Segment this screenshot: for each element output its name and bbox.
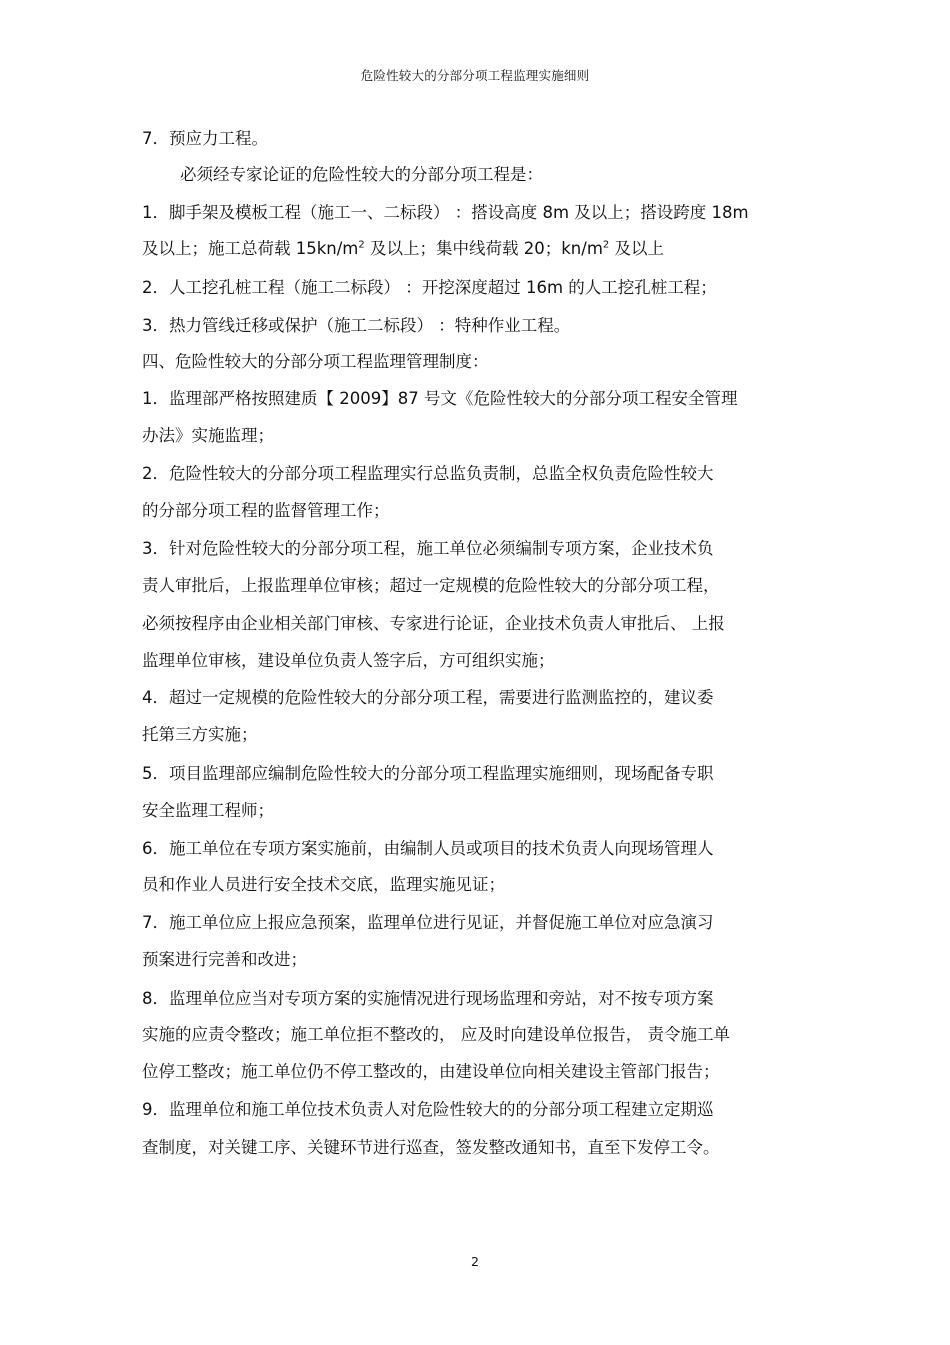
text-line: 位停工整改；施工单位仍不停工整改的，由建设单位向相关建设主管部门报告； <box>142 1062 720 1081</box>
text-line: 8．监理单位应当对专项方案的实施情况进行现场监理和旁站，对不按专项方案 <box>142 989 714 1008</box>
text-line: 托第三方实施； <box>142 725 258 744</box>
text-line: 员和作业人员进行安全技术交底，监理实施见证； <box>142 875 505 894</box>
text-line: 4．超过一定规模的危险性较大的分部分项工程，需要进行监测监控的，建议委 <box>142 688 714 707</box>
text-line: 安全监理工程师； <box>142 801 274 820</box>
text-line: 必须按程序由企业相关部门审核、专家进行论证，企业技术负责人审批后、 上报 <box>142 614 725 633</box>
text-line: 办法》实施监理； <box>142 426 274 445</box>
text-line: 7．施工单位应上报应急预案，监理单位进行见证，并督促施工单位对应急演习 <box>142 913 714 932</box>
text-line: 1．脚手架及模板工程（施工一、二标段） ：搭设高度 8m 及以上；搭设跨度 18m <box>142 203 749 222</box>
text-line: 7．预应力工程。 <box>142 129 268 148</box>
section-heading: 四、危险性较大的分部分项工程监理管理制度： <box>142 352 489 371</box>
text-line: 查制度，对关键工序、关键环节进行巡查，签发整改通知书，直至下发停工令。 <box>142 1138 720 1157</box>
text-line: 5．项目监理部应编制危险性较大的分部分项工程监理实施细则，现场配备专职 <box>142 764 714 783</box>
text-line: 预案进行完善和改进； <box>142 950 307 969</box>
text-line: 1．监理部严格按照建质【 2009】87 号文《危险性较大的分部分项工程安全管理 <box>142 389 738 408</box>
text-line: 6．施工单位在专项方案实施前，由编制人员或项目的技术负责人向现场管理人 <box>142 839 714 858</box>
superscript: 2 <box>358 239 365 251</box>
text-line: 3．针对危险性较大的分部分项工程，施工单位必须编制专项方案，企业技术负 <box>142 539 714 558</box>
page-number: 2 <box>471 1254 479 1269</box>
text-line: 责人审批后，上报监理单位审核；超过一定规模的危险性较大的分部分项工程， <box>142 576 720 595</box>
text-line <box>142 238 664 260</box>
text-fragment: 及以上；施工总荷载 15kn/m <box>142 239 359 258</box>
text-line: 9．监理单位和施工单位技术负责人对危险性较大的的分部分项工程建立定期巡 <box>142 1100 714 1119</box>
text-line: 必须经专家论证的危险性较大的分部分项工程是： <box>180 165 543 184</box>
text-line: 2．人工挖孔桩工程（施工二标段） ：开挖深度超过 16m 的人工挖孔桩工程； <box>142 278 717 297</box>
text-line: 实施的应责令整改；施工单位拒不整改的， 应及时向建设单位报告， 责令施工单 <box>142 1025 730 1044</box>
text-fragment: 及以上；集中线荷载 20；kn/m <box>364 239 603 258</box>
superscript: 2 <box>602 239 610 251</box>
text-line: 监理单位审核，建设单位负责人签字后，方可组织实施； <box>142 651 555 670</box>
page-header: 危险性较大的分部分项工程监理实施细则 <box>360 68 590 83</box>
text-line: 的分部分项工程的监督管理工作； <box>142 501 390 520</box>
text-fragment: 及以上 <box>609 239 665 258</box>
text-line: 3．热力管线迁移或保护（施工二标段） ：特种作业工程。 <box>142 316 571 335</box>
text-line: 2．危险性较大的分部分项工程监理实行总监负责制，总监全权负责危险性较大 <box>142 464 714 483</box>
